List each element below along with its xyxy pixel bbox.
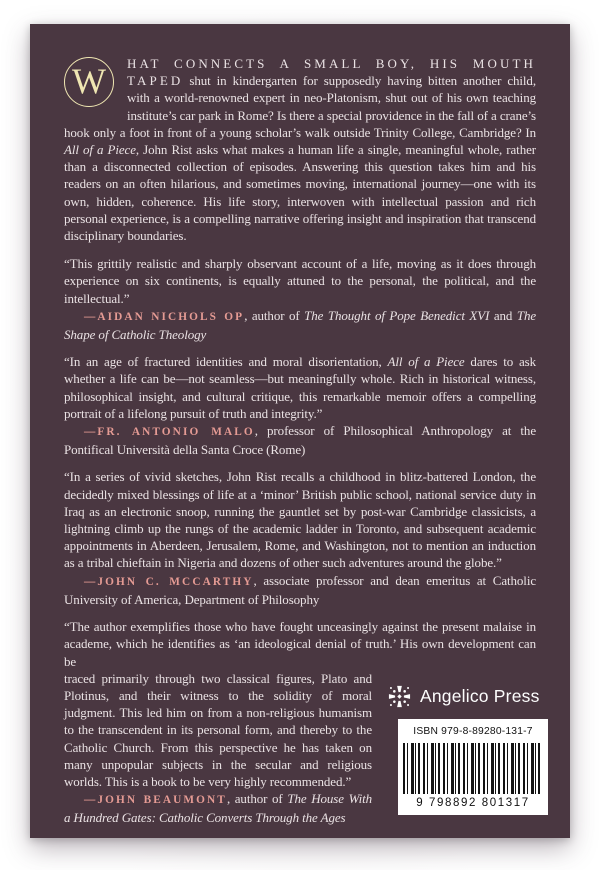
blurb-attribution <box>64 307 536 343</box>
isbn-barcode <box>398 719 548 815</box>
opening-paragraph <box>64 55 536 244</box>
attribution-name: —AIDAN NICHOLS OP <box>84 310 245 323</box>
blurb-john-beaumont <box>64 618 540 826</box>
publisher-logo <box>386 670 548 710</box>
drop-cap-letter: W <box>72 61 106 101</box>
barcode-number: 9 798892 801317 <box>403 794 543 812</box>
book-back-cover <box>30 24 570 838</box>
attribution-name: —JOHN C. MCCARTHY <box>84 575 254 588</box>
publisher-block <box>386 670 548 815</box>
blurb-quote: “In an age of fractured identities and moral disorientation, All of a Piece dares to ask whether a life can be—not seamless—but meaningfully whole. Rich in historical witness, philosophical insight, and cultural critique, this remarkable memoir offers a compelling portrait of a lifelong pursuit of truth and integrity.” <box>64 354 536 421</box>
attribution-name: —FR. ANTONIO MALO <box>84 426 255 439</box>
blurb-attribution <box>64 790 372 826</box>
barcode-bars <box>403 743 543 795</box>
isbn-label: ISBN 979-8-89280-131-7 <box>413 725 533 737</box>
blurb-aidan-nichols <box>64 255 536 343</box>
blurb-antonio-malo <box>64 353 536 458</box>
blurb-quote-full-width: “The author exemplifies those who have fought unceasingly against the present malaise in academe, which he identifies as ‘an ideological denial of truth.’ His own development can be <box>64 619 536 669</box>
opening-lead-caps: HAT CONNECTS A SMALL BOY, HIS MOUTH TAPED <box>127 56 536 89</box>
attribution-credit: , associate professor and dean emeritus at Catholic University of America, Department of Philosophy <box>64 572 537 607</box>
blurb-quote: “This grittily realistic and sharply observant account of a life, moving as it does through experience on six continents, is equally attuned to the personal, the political, and the intellectual.” <box>64 256 536 306</box>
blurb-quote: “In a series of vivid sketches, John Rist recalls a childhood in blitz-battered London, the decidedly mixed blessings of life at a ‘minor’ British public school, national service duty in Iraq as an electronic snoop, running the gauntlet set by post-war Cambridge classicists, a lightning climb up the rungs of the academic ladder in Toronto, and subsequent academic appointments in Aberdeen, Jerusalem, Rome, and Washington, not to mention an induction as a tribal chieftain in Nigeria and dozens of other such adventures around the globe.” <box>64 469 536 571</box>
opening-body: shut in kindergarten for supposedly having bitten another child, with a world-renowned expert in neo-Platonism, shut out of his own teaching institute’s car park in Rome? Is there a special providence in the fall of a crane’s hook only a foot in front of a young scholar’s walk outside Trinity College, Cambridge? In All of a Piece, John Rist asks what makes a human life a single, meaningful whole, rather than a disconnected collection of episodes. Answering this question takes him and his readers on an often hilarious, and sometimes moving, international journey—one with its own, hidden, coherence. His life story, interwoven with intellectual passion and rich personal experience, is a compelling narrative offering insight and inspiration that transcend disciplinary boundaries. <box>64 73 536 244</box>
attribution-credit: , professor of Philosophical Anthropology at the Pontifical Università della Santa Croce (Rome) <box>64 423 536 458</box>
attribution-credit: , author of The House With a Hundred Gates: Catholic Converts Through the Ages <box>64 791 373 826</box>
attribution-credit: , author of The Thought of Pope Benedict XVI and The Shape of Catholic Theology <box>64 307 537 343</box>
publisher-name: Angelico Press <box>420 685 540 706</box>
blurb-attribution <box>64 572 536 608</box>
attribution-name: —JOHN BEAUMONT <box>84 794 227 807</box>
blurb-john-mccarthy <box>64 468 536 608</box>
blurb-attribution <box>64 422 536 458</box>
snowflake-cross-icon <box>386 683 413 710</box>
opening-text <box>64 55 536 244</box>
blurb-quote-continued: traced primarily through two classical figures, Plato and Plotinus, and their witness to the solidity of moral judgment. This led him on from a non-religious humanism to the transcendent in its personal form, and thereby to the Catholic Church. From this perspective he has taken on many unpopular subjects in the secular and religious worlds. This is a book to be very highly recommended.” <box>64 670 372 789</box>
blurb-quote-narrow-column <box>64 670 372 827</box>
drop-cap-circle <box>64 57 114 107</box>
